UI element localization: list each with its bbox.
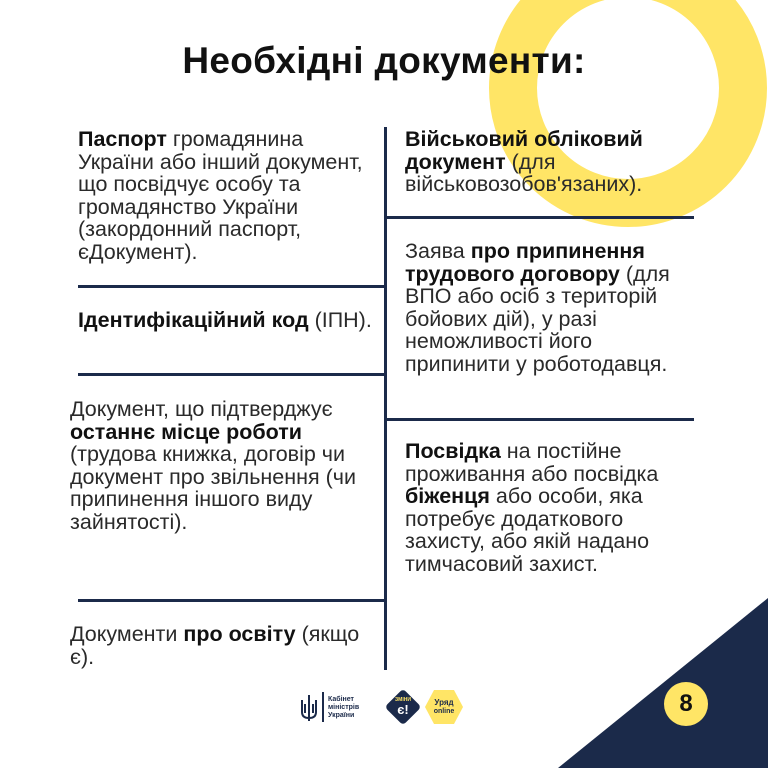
doc-item-residence-permit [405,440,681,575]
doc-item-tax-id-bold: Ідентифікаційний код [78,308,309,332]
doc-item-last-job-bold: останнє місце роботи [70,419,302,444]
doc-item-passport-text: громадянина України або інший документ, що посвідчує особу та громадянство України (закордонний паспорт, єДокумент). [78,127,363,264]
doc-item-last-job-text: (трудова книжка, договір чи документ про звільнення (чи припинення іншого виду зайнятості). [70,442,356,534]
doc-item-termination-text: (для ВПО або осіб з територій бойових дій), у разі неможливості його припинити у роботодавця. [405,261,670,376]
doc-item-residence-permit-text-1: на постійне проживання або посвідка [405,439,659,486]
zminy-e-badge [384,688,422,726]
doc-item-passport-bold: Паспорт [78,127,167,151]
left-divider-3 [78,599,385,602]
doc-item-passport [78,128,370,263]
doc-item-termination-bold: про припинення трудового договору [405,239,645,286]
right-divider-2 [386,418,694,421]
doc-item-residence-permit-bold: Посвідка [405,439,501,463]
ministry-logo-divider [322,692,324,722]
doc-item-military-bold: Військовий обліковий документ [405,127,643,174]
ministry-line-1: Кабінет [328,696,354,703]
trident-icon [300,694,318,722]
uryad-online-badge [424,688,464,726]
ministry-logo [300,690,380,726]
doc-item-tax-id-text: (ІПН). [308,308,372,332]
zminy-e-badge-text: є! [397,702,409,717]
ministry-line-2: міністрів [328,704,360,711]
left-divider-1 [78,285,385,288]
uryad-online-text-1: Уряд [434,698,454,707]
doc-item-termination [405,240,701,375]
zminy-e-badge-small: ЗМІНИ [395,697,411,703]
doc-item-last-job-prefix: Документ, що підтверджує [70,397,333,421]
page-title: Необхідні документи: [182,40,586,81]
doc-item-education [70,623,370,668]
doc-item-education-bold: про освіту [183,622,296,646]
center-divider [384,127,387,670]
page-number: 8 [664,682,708,726]
navy-corner-decoration [558,598,768,768]
doc-item-education-text: (якщо є). [70,622,360,669]
ministry-line-3: України [328,712,355,719]
doc-item-termination-prefix: Заява [405,239,471,263]
doc-item-residence-permit-text-2: або особи, яка потребує додаткового захисту, або якій надано тимчасовий захист. [405,484,650,576]
uryad-online-text-2: online [433,708,455,715]
doc-item-military-text: (для військовозобов'язаних). [405,149,643,196]
left-divider-2 [78,373,385,376]
doc-item-education-prefix: Документи [70,622,184,646]
doc-item-military [405,128,705,196]
hexagon-badge-icon [424,688,464,726]
right-divider-1 [386,216,694,219]
doc-item-last-job [70,398,370,533]
doc-item-tax-id [78,309,378,332]
doc-item-residence-permit-bold-2: біженця [405,484,490,508]
